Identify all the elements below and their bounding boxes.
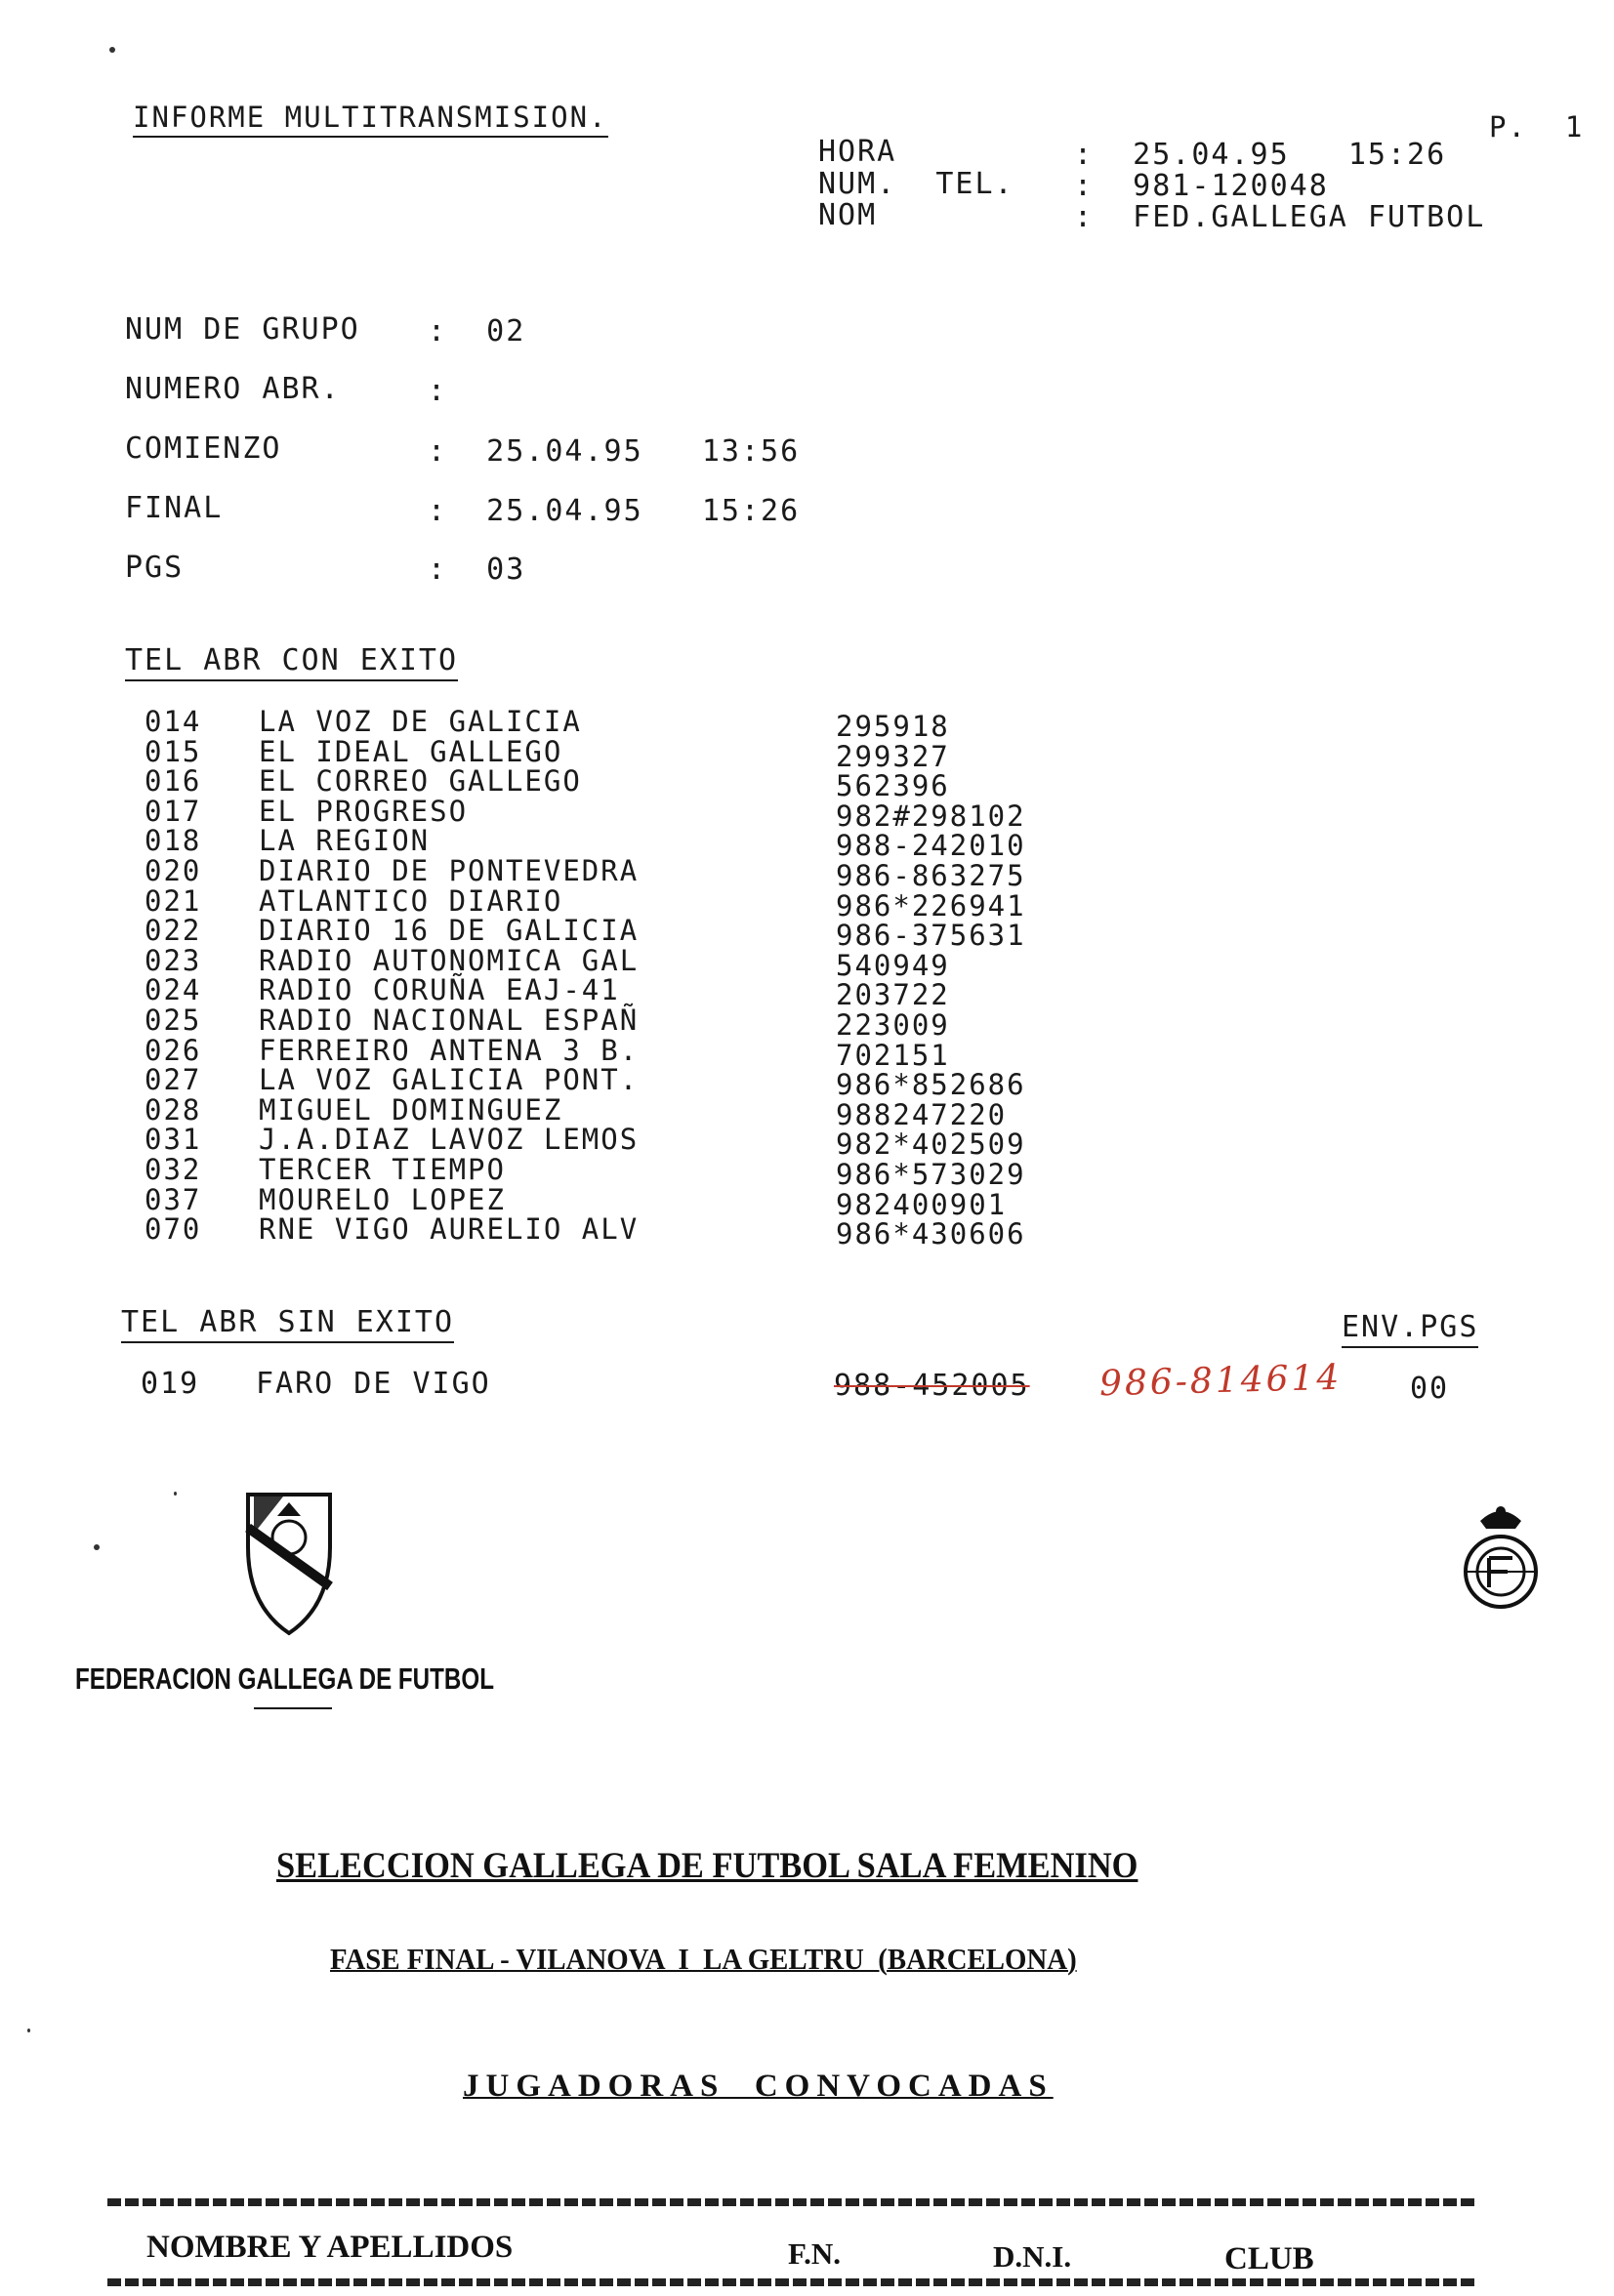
header-label-hora: HORA: [818, 135, 897, 169]
success-row: [0, 854, 1614, 892]
header-label-tel: NUM. TEL.: [818, 167, 1014, 201]
success-code: 070: [145, 1212, 202, 1246]
success-row: [0, 705, 1614, 743]
success-code: 032: [145, 1153, 202, 1186]
fail-pages-heading: ENV.PGS: [1342, 1313, 1478, 1348]
success-code: 026: [145, 1034, 202, 1067]
success-name: RNE VIGO AURELIO ALV: [259, 1212, 640, 1246]
success-phone: 986*573029: [836, 1158, 1026, 1191]
success-phone: 988-242010: [836, 829, 1026, 862]
field-value-grupo: : 02: [428, 314, 526, 348]
success-code: 017: [145, 795, 202, 828]
field-label-comienzo: COMIENZO: [125, 431, 282, 466]
success-name: J.A.DIAZ LAVOZ LEMOS: [259, 1123, 640, 1156]
success-phone: 986-863275: [836, 859, 1026, 892]
success-row: [0, 824, 1614, 862]
field-label-final: FINAL: [125, 491, 224, 525]
header-value-tel: : 981-120048: [1074, 169, 1329, 203]
success-code: 018: [145, 824, 202, 857]
emblem-crest: [1459, 1499, 1543, 1615]
header-value-nom: : FED.GALLEGA FUTBOL: [1074, 200, 1486, 234]
success-code: 025: [145, 1004, 202, 1037]
success-row: [0, 735, 1614, 773]
success-code: 023: [145, 944, 202, 977]
column-name: NOMBRE Y APELLIDOS: [146, 2230, 514, 2265]
success-name: EL IDEAL GALLEGO: [259, 735, 563, 768]
field-label-pgs: PGS: [125, 551, 185, 585]
success-phone: 982#298102: [836, 800, 1026, 833]
table-rule-bottom: [107, 2278, 1474, 2286]
success-row: [0, 973, 1614, 1011]
field-value-final: : 25.04.95 15:26: [428, 494, 801, 528]
table-rule-top: [107, 2198, 1474, 2206]
success-phone: 982400901: [836, 1188, 1008, 1221]
success-name: EL PROGRESO: [259, 795, 469, 828]
success-name: MIGUEL DOMINGUEZ: [259, 1093, 563, 1127]
success-code: 031: [145, 1123, 202, 1156]
success-row: [0, 764, 1614, 802]
success-name: DIARIO DE PONTEVEDRA: [259, 854, 640, 887]
fail-phone: 988-452005: [834, 1369, 1030, 1403]
success-name: LA REGION: [259, 824, 431, 857]
header-label-nom: NOM: [818, 198, 878, 232]
fail-code: 019: [141, 1367, 200, 1401]
phase-subtitle: FASE FINAL - VILANOVA I LA GELTRU (BARCELONA): [330, 1942, 1077, 1976]
scan-speck: [27, 2029, 30, 2032]
success-phone: 986-375631: [836, 919, 1026, 952]
success-phone: 988247220: [836, 1098, 1008, 1131]
success-code: 015: [145, 735, 202, 768]
success-row: [0, 1004, 1614, 1042]
success-name: ATLANTICO DIARIO: [259, 884, 563, 918]
field-value-numero: :: [428, 374, 448, 408]
success-row: [0, 1153, 1614, 1191]
success-code: 016: [145, 764, 202, 798]
success-name: TERCER TIEMPO: [259, 1153, 506, 1186]
success-phone: 203722: [836, 978, 950, 1011]
success-code: 037: [145, 1183, 202, 1216]
selection-title: SELECCION GALLEGA DE FUTBOL SALA FEMENINO: [276, 1846, 1138, 1886]
report-title: INFORME MULTITRANSMISION.: [133, 103, 608, 138]
success-row: [0, 1063, 1614, 1101]
success-name: FERREIRO ANTENA 3 B.: [259, 1034, 640, 1067]
column-club: CLUB: [1224, 2241, 1314, 2276]
scan-speck: [109, 47, 115, 53]
success-row: [0, 1183, 1614, 1221]
success-row: [0, 795, 1614, 833]
organization-name: FEDERACION GALLEGA DE FUTBOL: [75, 1661, 494, 1696]
success-code: 020: [145, 854, 202, 887]
header-value-hora: : 25.04.95 15:26: [1074, 138, 1447, 172]
success-name: RADIO NACIONAL ESPAÑ: [259, 1004, 640, 1037]
success-name: MOURELO LOPEZ: [259, 1183, 506, 1216]
success-name: DIARIO 16 DE GALICIA: [259, 914, 640, 947]
section-heading: JUGADORAS CONVOCADAS: [463, 2069, 1054, 2104]
success-phone: 982*402509: [836, 1128, 1026, 1161]
fail-heading: TEL ABR SIN EXITO: [121, 1308, 454, 1343]
field-label-numero: NUMERO ABR.: [125, 372, 341, 406]
scan-speck: [174, 1492, 177, 1496]
success-code: 028: [145, 1093, 202, 1127]
federation-shield-logo: [244, 1489, 334, 1637]
success-phone: 702151: [836, 1039, 950, 1072]
success-name: LA VOZ GALICIA PONT.: [259, 1063, 640, 1096]
field-label-grupo: NUM DE GRUPO: [125, 312, 360, 347]
success-name: EL CORREO GALLEGO: [259, 764, 582, 798]
success-phone: 986*430606: [836, 1217, 1026, 1250]
success-code: 022: [145, 914, 202, 947]
success-code: 027: [145, 1063, 202, 1096]
field-value-pgs: : 03: [428, 553, 526, 587]
success-row: [0, 944, 1614, 982]
organization-underline: [254, 1707, 332, 1709]
success-row: [0, 914, 1614, 952]
success-row: [0, 1034, 1614, 1072]
success-name: RADIO AUTONOMICA GAL: [259, 944, 640, 977]
success-row: [0, 1212, 1614, 1250]
fail-name: FARO DE VIGO: [256, 1367, 491, 1401]
success-heading: TEL ABR CON EXITO: [125, 646, 458, 681]
column-birthdate: F.N.: [788, 2236, 841, 2271]
success-row: [0, 1093, 1614, 1131]
success-phone: 295918: [836, 710, 950, 743]
success-name: LA VOZ DE GALICIA: [259, 705, 582, 738]
fail-handwritten-phone: 986-814614: [1098, 1357, 1343, 1405]
success-code: 024: [145, 973, 202, 1006]
success-phone: 299327: [836, 740, 950, 773]
success-name: RADIO CORUÑA EAJ-41: [259, 973, 620, 1006]
success-phone: 540949: [836, 949, 950, 982]
success-phone: 986*852686: [836, 1068, 1026, 1101]
scan-speck: [94, 1544, 100, 1550]
success-row: [0, 1123, 1614, 1161]
page-number: P. 1: [1489, 110, 1585, 144]
success-code: 014: [145, 705, 202, 738]
fail-pages: 00: [1410, 1372, 1450, 1406]
success-phone: 223009: [836, 1008, 950, 1042]
success-row: [0, 884, 1614, 922]
success-code: 021: [145, 884, 202, 918]
column-dni: D.N.I.: [993, 2239, 1072, 2274]
success-phone: 986*226941: [836, 889, 1026, 922]
field-value-comienzo: : 25.04.95 13:56: [428, 434, 801, 469]
success-phone: 562396: [836, 769, 950, 802]
